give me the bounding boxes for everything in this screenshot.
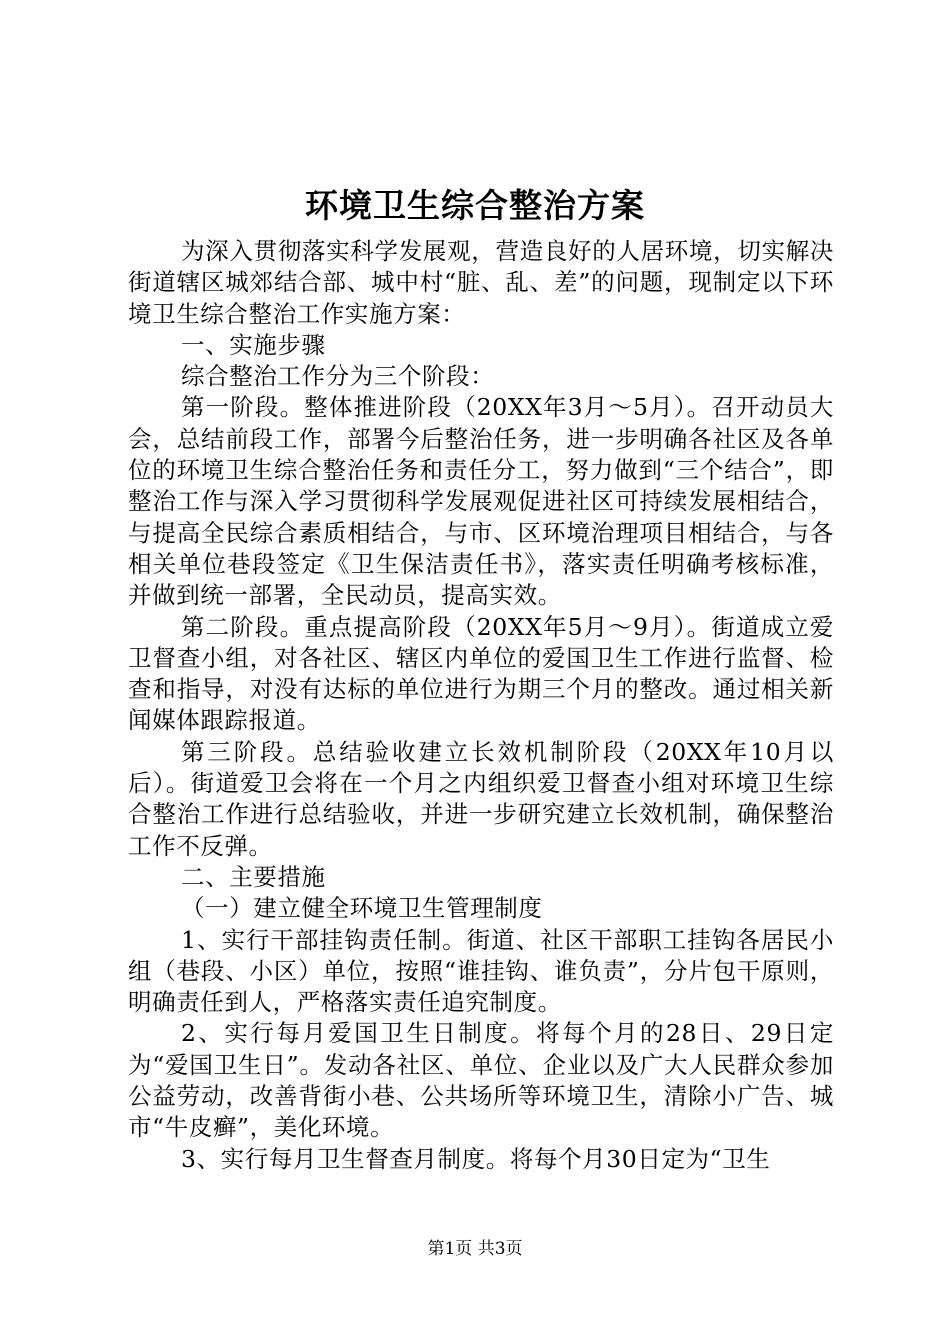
subsection-heading-management: （一）建立健全环境卫生管理制度	[181, 894, 543, 923]
measure-three-paragraph: 3、实行每月卫生督查月制度。将每个月30日定为“卫生	[181, 1144, 771, 1173]
document-body	[128, 236, 834, 1175]
stage-three-paragraph: 第三阶段。总结验收建立长效机制阶段（20XX年10月以后）。街道爱卫会将在一个月之内组织爱卫督查小组对环境卫生综合整治工作进行总结验收，并进一步研究建立长效机制，确保整治工作不反弹。	[128, 737, 834, 860]
section-heading-steps: 一、实施步骤	[181, 330, 326, 359]
measure-one-paragraph: 1、实行干部挂钩责任制。街道、社区干部职工挂钩各居民小组（巷段、小区）单位，按照“谁挂钩、谁负责”，分片包干原则，明确责任到人，严格落实责任追究制度。	[128, 925, 834, 1017]
page-footer: 第1页 共3页	[427, 1239, 523, 1259]
stages-intro-paragraph: 综合整治工作分为三个阶段：	[181, 362, 495, 391]
section-heading-measures: 二、主要措施	[181, 862, 326, 891]
document-title: 环境卫生综合整治方案	[305, 186, 645, 225]
intro-paragraph: 为深入贯彻落实科学发展观，营造良好的人居环境，切实解决街道辖区城郊结合部、城中村“脏、乱、差”的问题，现制定以下环境卫生综合整治工作实施方案：	[128, 237, 834, 328]
measure-two-paragraph: 2、实行每月爱国卫生日制度。将每个月的28日、29日定为“爱国卫生日”。发动各社区、单位、企业以及广大人民群众参加公益劳动，改善背街小巷、公共场所等环境卫生，清除小广告、城市“牛皮癣”，美化环境。	[128, 1019, 834, 1142]
stage-one-paragraph: 第一阶段。整体推进阶段（20XX年3月～5月）。召开动员大会，总结前段工作，部署今后整治任务，进一步明确各社区及各单位的环境卫生综合整治任务和责任分工，努力做到“三个结合”，即整治工作与深入学习贯彻科学发展观促进社区可持续发展相结合，与提高全民综合素质相结合，与市、区环境治理项目相结合，与各相关单位巷段签定《卫生保洁责任书》，落实责任明确考核标准，并做到统一部署，全民动员，提高实效。	[128, 393, 834, 610]
stage-two-paragraph: 第二阶段。重点提高阶段（20XX年5月～9月）。街道成立爱卫督查小组，对各社区、辖区内单位的爱国卫生工作进行监督、检查和指导，对没有达标的单位进行为期三个月的整改。通过相关新闻媒体跟踪报道。	[128, 612, 834, 735]
